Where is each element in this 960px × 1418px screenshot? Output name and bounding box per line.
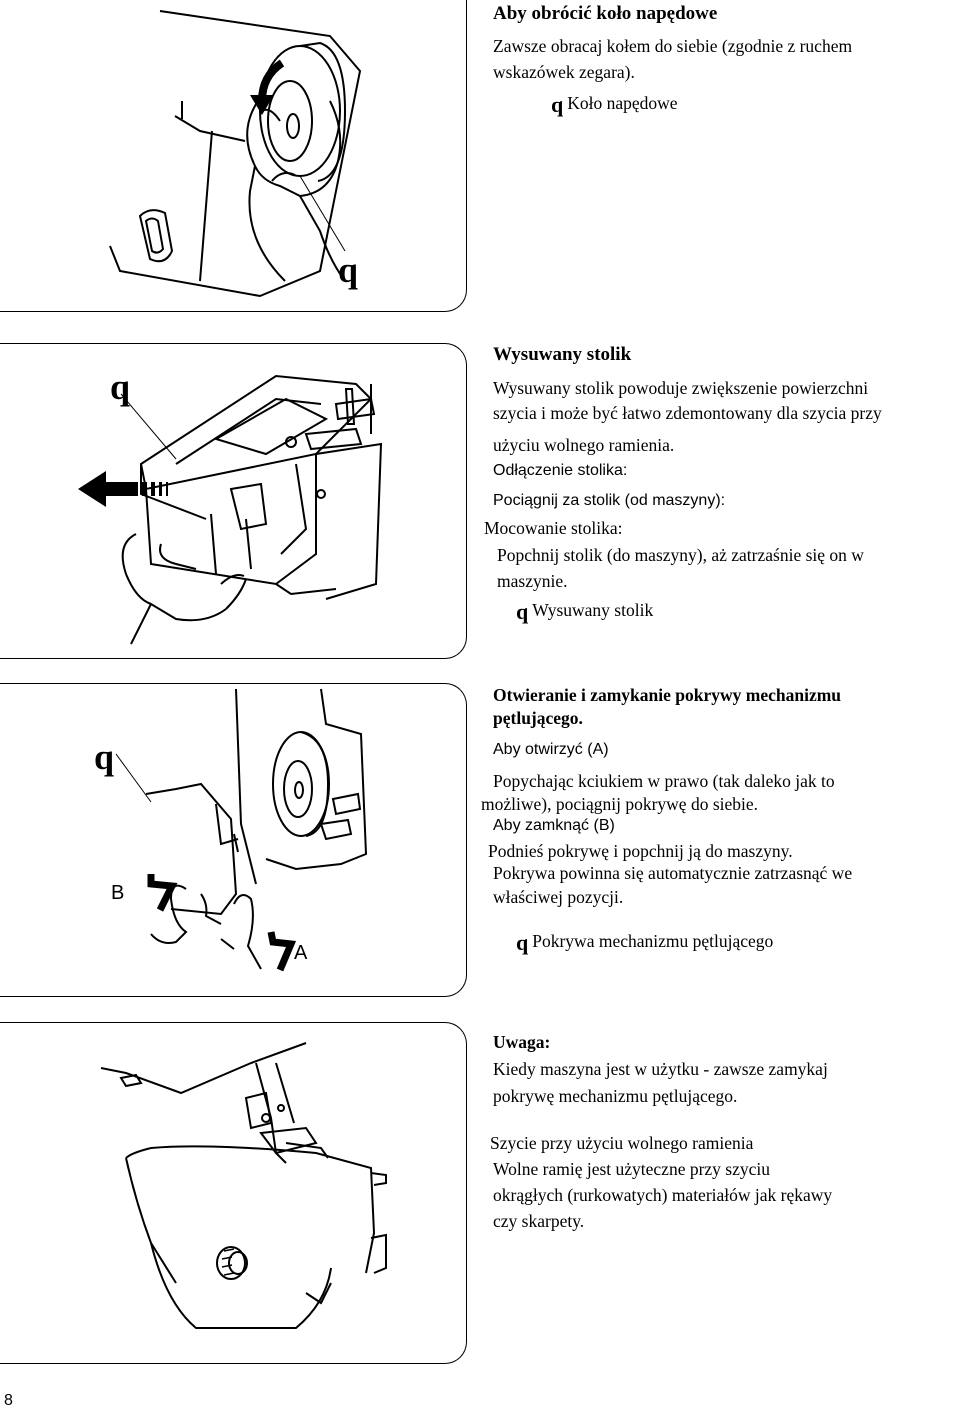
attach-title: Mocowanie stolika: — [484, 518, 623, 538]
legend-text: Wysuwany stolik — [532, 600, 654, 620]
extension-text-line3: użyciu wolnego ramienia. — [493, 435, 675, 455]
looper-cover-legend — [516, 927, 773, 954]
note-text-line2: pokrywę mechanizmu pętlującego. — [493, 1086, 738, 1106]
section-title-looper-cover-1: Otwieranie i zamykanie pokrywy mechanizmu — [493, 685, 842, 705]
figure-marker-q: q — [338, 250, 359, 290]
page-number: 8 — [4, 1392, 13, 1409]
open-text-line2: możliwe), pociągnij pokrywę do siebie. — [481, 794, 759, 814]
detach-text: Pociągnij za stolik (od maszyny): — [493, 492, 726, 509]
figure-label-a: A — [294, 942, 308, 964]
free-arm-illustration — [0, 1023, 466, 1363]
handwheel-illustration — [0, 0, 466, 311]
looper-cover-illustration — [0, 684, 466, 996]
attach-text-line1: Popchnij stolik (do maszyny), aż zatrzaśnie się on w — [497, 545, 864, 565]
handwheel-text-line2: wskazówek zegara). — [493, 62, 635, 82]
section-title-extension: Wysuwany stolik — [493, 344, 632, 365]
legend-marker-q: q — [516, 599, 529, 624]
open-title: Aby otwirzyć (A) — [493, 741, 609, 758]
figure-marker-q: q — [110, 367, 131, 407]
close-text-line1: Podnieś pokrywę i popchnij ją do maszyny. — [488, 841, 793, 861]
extension-legend — [516, 596, 653, 623]
figure-label-b: B — [111, 882, 125, 904]
figure-handwheel — [0, 0, 467, 312]
close-title: Aby zamknąć (B) — [493, 817, 615, 834]
handwheel-legend — [551, 89, 678, 116]
close-text-line2: Pokrywa powinna się automatycznie zatrzasnąć we — [493, 863, 853, 883]
figure-extension-table — [0, 343, 467, 659]
free-arm-text-line2: okrągłych (rurkowatych) materiałów jak rękawy — [493, 1185, 833, 1205]
section-title-looper-cover-2: pętlującego. — [493, 708, 583, 728]
handwheel-text-line1: Zawsze obracaj kołem do siebie (zgodnie z ruchem — [493, 36, 853, 56]
legend-text: Koło napędowe — [567, 93, 678, 113]
legend-marker-q: q — [551, 92, 564, 117]
figure-free-arm — [0, 1022, 467, 1364]
extension-text-line2: szycia i może być łatwo zdemontowany dla szycia przy — [493, 403, 882, 423]
free-arm-text-line3: czy skarpety. — [493, 1211, 585, 1231]
section-title-free-arm: Szycie przy użyciu wolnego ramienia — [490, 1133, 754, 1153]
close-text-line3: właściwej pozycji. — [493, 887, 624, 907]
legend-marker-q: q — [516, 930, 529, 955]
note-title: Uwaga: — [493, 1032, 551, 1052]
extension-text-line1: Wysuwany stolik powoduje zwiększenie powierzchni — [493, 378, 869, 398]
note-text-line1: Kiedy maszyna jest w użytku - zawsze zamykaj — [493, 1059, 828, 1079]
figure-marker-q: q — [94, 737, 115, 777]
attach-text-line2: maszynie. — [497, 571, 568, 591]
section-title-handwheel: Aby obrócić koło napędowe — [493, 3, 718, 24]
free-arm-text-line1: Wolne ramię jest użyteczne przy szyciu — [493, 1159, 771, 1179]
open-text-line1: Popychając kciukiem w prawo (tak daleko jak to — [493, 771, 835, 791]
legend-text: Pokrywa mechanizmu pętlującego — [532, 931, 774, 951]
figure-looper-cover — [0, 683, 467, 997]
extension-table-illustration — [0, 344, 466, 658]
detach-title: Odłączenie stolika: — [493, 462, 628, 479]
